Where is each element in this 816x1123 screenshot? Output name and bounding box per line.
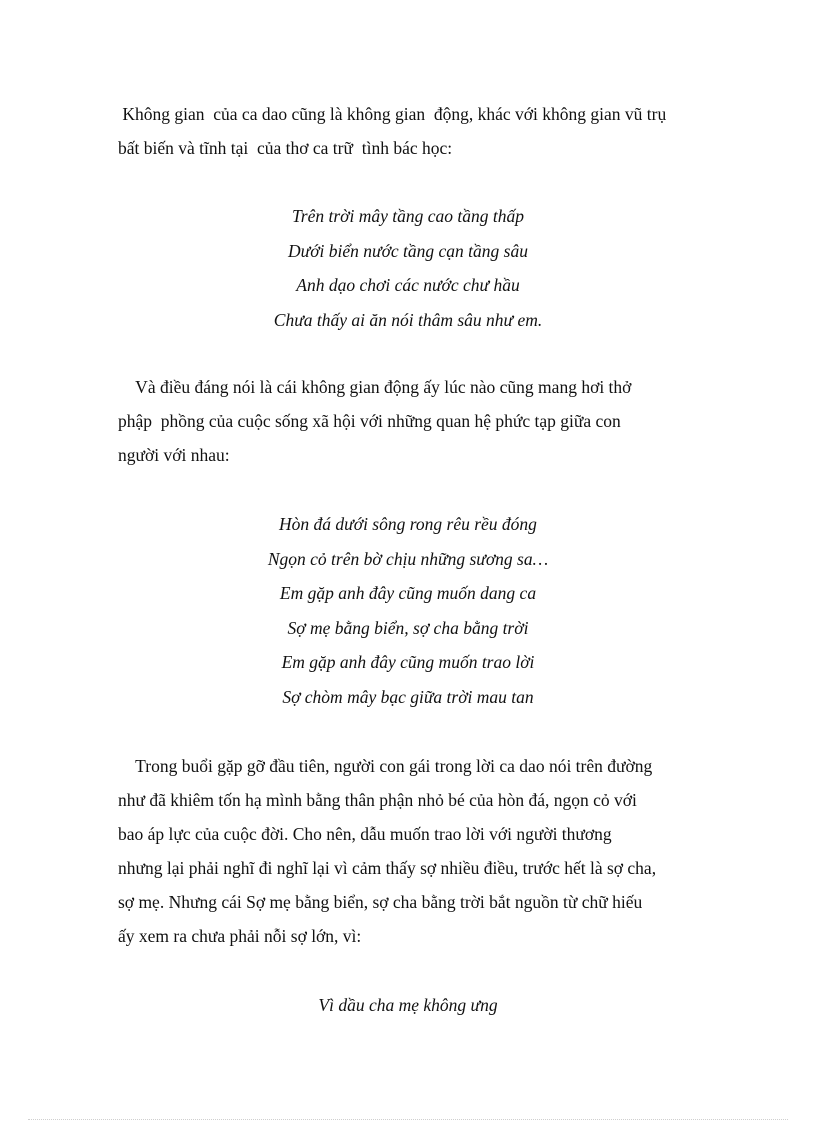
paragraph-line: nhưng lại phải nghĩ đi nghĩ lại vì cảm thấy sợ nhiều điều, trước hết là sợ cha, [118, 858, 657, 878]
poem-verse: Trên trời mây tầng cao tầng thấp [292, 206, 524, 226]
paragraph-line: Không gian của ca dao cũng là không gian động, khác với không gian vũ trụ [118, 104, 667, 124]
paragraph-line: ấy xem ra chưa phải nỗi sợ lớn, vì: [118, 926, 362, 946]
body-paragraph [118, 749, 703, 953]
poem-verse: Sợ mẹ bằng biển, sợ cha bằng trời [287, 617, 529, 638]
poem-verse: Ngọn cỏ trên bờ chịu những sương sa… [267, 548, 549, 569]
poem-verse: Vì dầu cha mẹ không ưng [318, 995, 498, 1015]
poem-stanza [0, 199, 816, 337]
paragraph-line: Và điều đáng nói là cái không gian động ấy lúc nào cũng mang hơi thở [118, 377, 632, 397]
body-paragraph [118, 370, 703, 472]
poem-verse: Chưa thấy ai ăn nói thâm sâu như em. [273, 309, 543, 330]
paragraph-line: người với nhau: [118, 445, 230, 465]
paragraph-line: phập phồng của cuộc sống xã hội với những quan hệ phức tạp giữa con [118, 411, 621, 431]
paragraph-line: như đã khiêm tốn hạ mình bằng thân phận nhỏ bé của hòn đá, ngọn cỏ với [118, 790, 637, 810]
paragraph-line: bao áp lực của cuộc đời. Cho nên, dẫu muốn trao lời với người thương [118, 824, 612, 844]
page-bottom-divider [28, 1119, 788, 1120]
poem-verse: Dưới biển nước tầng cạn tầng sâu [288, 240, 528, 261]
paragraph-line: Trong buổi gặp gỡ đầu tiên, người con gái trong lời ca dao nói trên đường [118, 756, 653, 776]
paragraph-line: bất biến và tĩnh tại của thơ ca trữ tình bác học: [118, 138, 453, 158]
poem-verse: Hòn đá dưới sông rong rêu rều đóng [279, 514, 537, 534]
poem-verse: Sợ chòm mây bạc giữa trời mau tan [282, 686, 534, 707]
poem-verse: Em gặp anh đây cũng muốn trao lời [281, 652, 535, 672]
poem-stanza [0, 507, 816, 714]
poem-verse: Anh dạo chơi các nước chư hầu [296, 275, 520, 295]
poem-stanza [0, 988, 816, 1023]
body-paragraph [118, 97, 703, 165]
paragraph-line: sợ mẹ. Nhưng cái Sợ mẹ bằng biển, sợ cha bằng trời bắt nguồn từ chữ hiếu [118, 892, 643, 912]
poem-verse: Em gặp anh đây cũng muốn dang ca [279, 583, 537, 603]
